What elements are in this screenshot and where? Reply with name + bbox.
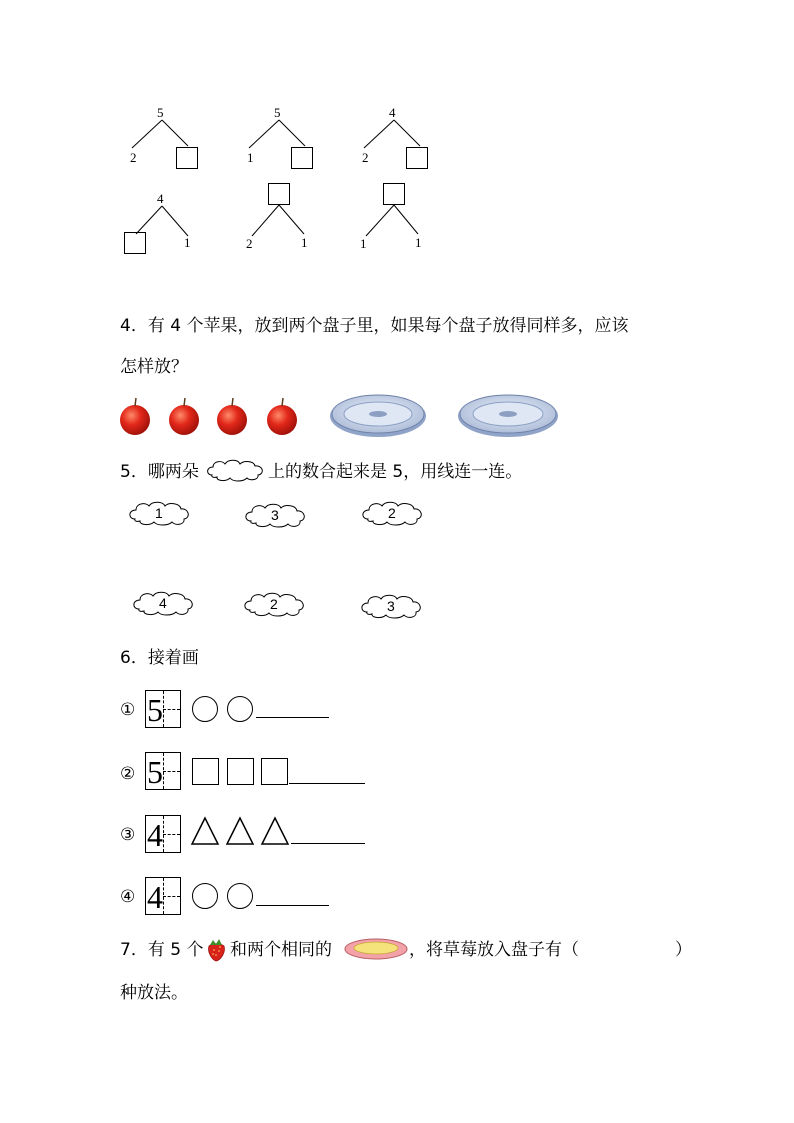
tree-left-number: 2 bbox=[130, 150, 137, 165]
cloud-number: 2 bbox=[388, 505, 396, 521]
cloud-number: 1 bbox=[155, 505, 163, 521]
cloud-icon bbox=[204, 457, 268, 483]
answer-box[interactable] bbox=[406, 147, 428, 169]
digit-box bbox=[145, 752, 181, 790]
tree-left-number: 1 bbox=[247, 150, 254, 165]
tree-top-number: 4 bbox=[389, 105, 396, 120]
tree-left-number: 2 bbox=[362, 150, 369, 165]
question-7-part-4: ） bbox=[675, 940, 692, 960]
square-shape bbox=[227, 758, 254, 785]
question-5-prefix: 5．哪两朵 bbox=[120, 462, 199, 482]
strawberry-icon bbox=[205, 936, 227, 962]
square-shape bbox=[192, 758, 219, 785]
circle-shape bbox=[192, 883, 218, 909]
tree-top-number: 4 bbox=[157, 191, 164, 206]
question-7-line-2: 种放法。 bbox=[120, 983, 188, 1003]
question-6-title: 6．接着画 bbox=[120, 648, 199, 668]
cloud-number: 3 bbox=[271, 507, 279, 523]
tree-right-number: 1 bbox=[415, 235, 422, 250]
digit: 5 bbox=[147, 754, 163, 790]
tree-right-number: 1 bbox=[184, 235, 191, 250]
answer-blank[interactable] bbox=[256, 905, 329, 906]
row-marker: ③ bbox=[120, 825, 136, 845]
digit-box bbox=[145, 877, 181, 915]
circle-shape bbox=[227, 883, 253, 909]
apple-icon bbox=[169, 398, 199, 435]
digit: 4 bbox=[147, 879, 163, 915]
tree-left-number: 2 bbox=[246, 236, 253, 251]
plate-icon bbox=[330, 395, 426, 437]
cloud-number: 2 bbox=[270, 596, 278, 612]
circle-shape bbox=[192, 696, 218, 722]
row-marker: ① bbox=[120, 700, 136, 720]
digit: 4 bbox=[147, 817, 163, 853]
question-7-part-3: ，将草莓放入盘子有（ bbox=[409, 940, 579, 960]
tree-top-number: 5 bbox=[274, 105, 281, 120]
answer-box[interactable] bbox=[291, 147, 313, 169]
question-4-line-1: 4．有 4 个苹果，放到两个盘子里，如果每个盘子放得同样多，应该 bbox=[120, 316, 629, 336]
answer-box[interactable] bbox=[176, 147, 198, 169]
apple-icon bbox=[217, 398, 247, 435]
answer-blank[interactable] bbox=[256, 717, 329, 718]
triangle-shapes bbox=[190, 816, 292, 846]
tree-left-number: 1 bbox=[360, 236, 367, 251]
answer-box[interactable] bbox=[268, 183, 290, 205]
cloud-number: 3 bbox=[387, 598, 395, 614]
digit: 5 bbox=[147, 692, 163, 728]
cloud-number: 4 bbox=[159, 595, 167, 611]
question-4-line-2: 怎样放？ bbox=[120, 357, 188, 377]
question-7-part-1: 7．有 5 个 bbox=[120, 940, 204, 960]
tree-right-number: 1 bbox=[301, 235, 308, 250]
digit-box bbox=[145, 690, 181, 728]
row-marker: ② bbox=[120, 764, 136, 784]
triangle-shape bbox=[227, 818, 253, 844]
digit-box bbox=[145, 815, 181, 853]
row-marker: ④ bbox=[120, 887, 136, 907]
answer-box[interactable] bbox=[124, 232, 146, 254]
question-5-suffix: 上的数合起来是 5，用线连一连。 bbox=[268, 462, 523, 482]
circle-shape bbox=[227, 696, 253, 722]
triangle-shape bbox=[192, 818, 218, 844]
tree-top-number: 5 bbox=[157, 105, 164, 120]
answer-blank[interactable] bbox=[289, 783, 365, 784]
plate-icon bbox=[343, 937, 409, 961]
apples-and-plates-illustration bbox=[118, 390, 568, 442]
square-shape bbox=[261, 758, 288, 785]
plate-icon bbox=[458, 395, 558, 437]
answer-blank[interactable] bbox=[291, 843, 365, 844]
question-7-part-2: 和两个相同的 bbox=[230, 940, 332, 960]
answer-box[interactable] bbox=[383, 183, 405, 205]
apple-icon bbox=[120, 398, 150, 435]
apple-icon bbox=[267, 398, 297, 435]
triangle-shape bbox=[262, 818, 288, 844]
